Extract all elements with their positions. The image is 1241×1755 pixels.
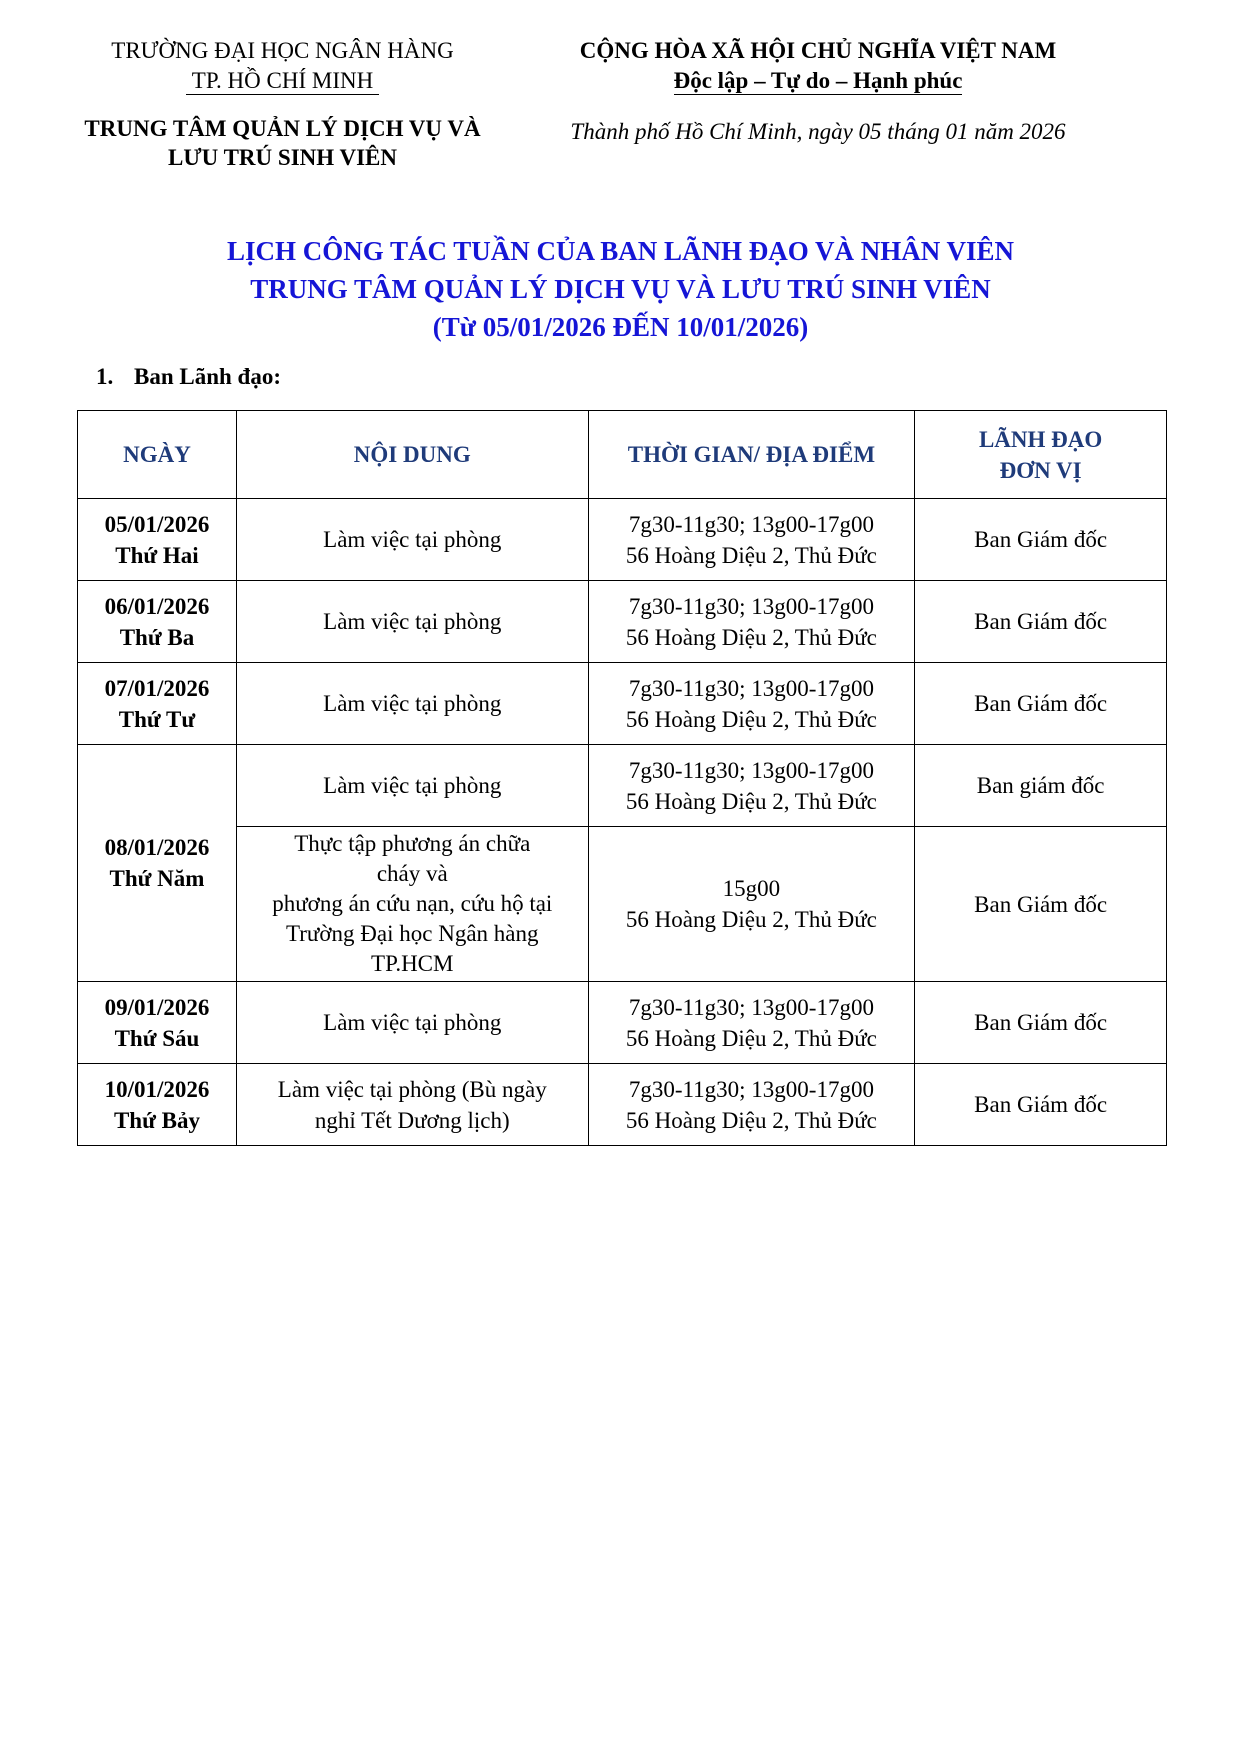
date: 06/01/2026 bbox=[104, 593, 210, 619]
title-line3: (Từ 05/01/2026 ĐẾN 10/01/2026) bbox=[432, 312, 809, 342]
day-cell bbox=[78, 663, 237, 745]
title-line2: TRUNG TÂM QUẢN LÝ DỊCH VỤ VÀ LƯU TRÚ SINH VIÊN bbox=[250, 274, 991, 304]
content-line: Làm việc tại phòng (Bù ngày bbox=[277, 1076, 547, 1102]
date: 07/01/2026 bbox=[104, 675, 210, 701]
time-place-cell bbox=[588, 1064, 915, 1146]
content-line: phương án cứu nạn, cứu hộ tại bbox=[272, 891, 553, 916]
content-cell: Làm việc tại phòng bbox=[236, 499, 588, 581]
date: 05/01/2026 bbox=[104, 511, 210, 537]
content-line: nghỉ Tết Dương lịch) bbox=[314, 1107, 510, 1133]
date: 10/01/2026 bbox=[104, 1076, 210, 1102]
header-left bbox=[60, 36, 505, 172]
content-cell: Làm việc tại phòng bbox=[236, 982, 588, 1064]
day-cell bbox=[78, 499, 237, 581]
content-line: cháy và bbox=[376, 861, 448, 886]
weekday: Thứ Hai bbox=[115, 542, 199, 568]
content-cell: Làm việc tại phòng bbox=[236, 745, 588, 827]
day-cell bbox=[78, 1064, 237, 1146]
content-cell: Làm việc tại phòng bbox=[236, 663, 588, 745]
weekday: Thứ Năm bbox=[109, 866, 205, 891]
place: 56 Hoàng Diệu 2, Thủ Đức bbox=[625, 907, 877, 932]
time: 7g30-11g30; 13g00-17g00 bbox=[628, 593, 874, 619]
weekday: Thứ Bảy bbox=[113, 1107, 200, 1133]
document-title bbox=[0, 232, 1241, 346]
table-row bbox=[78, 827, 1167, 982]
day-cell bbox=[78, 982, 237, 1064]
leader-cell: Ban Giám đốc bbox=[915, 1064, 1167, 1146]
content-cell: Làm việc tại phòng bbox=[236, 581, 588, 663]
time: 7g30-11g30; 13g00-17g00 bbox=[628, 994, 874, 1020]
content-cell bbox=[236, 827, 588, 982]
table-row bbox=[78, 745, 1167, 827]
table-row bbox=[78, 663, 1167, 745]
content-line: Trường Đại học Ngân hàng bbox=[286, 921, 539, 946]
time: 7g30-11g30; 13g00-17g00 bbox=[628, 675, 874, 701]
table-row bbox=[78, 1064, 1167, 1146]
place: 56 Hoàng Diệu 2, Thủ Đức bbox=[625, 788, 877, 814]
header-leader bbox=[915, 411, 1167, 499]
header-time-place: THỜI GIAN/ ĐỊA ĐIỂM bbox=[588, 411, 915, 499]
leader-cell: Ban Giám đốc bbox=[915, 827, 1167, 982]
leader-cell: Ban Giám đốc bbox=[915, 581, 1167, 663]
center-name-line2: LƯU TRÚ SINH VIÊN bbox=[168, 145, 397, 170]
leader-cell: Ban Giám đốc bbox=[915, 982, 1167, 1064]
place: 56 Hoàng Diệu 2, Thủ Đức bbox=[625, 1107, 877, 1133]
national-title: CỘNG HÒA XÃ HỘI CHỦ NGHĨA VIỆT NAM bbox=[579, 38, 1057, 63]
center-name-line1: TRUNG TÂM QUẢN LÝ DỊCH VỤ VÀ bbox=[84, 116, 481, 141]
time-place-cell bbox=[588, 827, 915, 982]
time-place-cell bbox=[588, 499, 915, 581]
document-date: Thành phố Hồ Chí Minh, ngày 05 tháng 01 năm 2026 bbox=[570, 119, 1066, 144]
time-place-cell bbox=[588, 745, 915, 827]
time-place-cell bbox=[588, 581, 915, 663]
date: 09/01/2026 bbox=[104, 994, 210, 1020]
time-place-cell bbox=[588, 663, 915, 745]
time: 7g30-11g30; 13g00-17g00 bbox=[628, 1076, 874, 1102]
schedule-table bbox=[77, 410, 1167, 1146]
section-number: 1. bbox=[96, 364, 114, 389]
leader-cell: Ban Giám đốc bbox=[915, 499, 1167, 581]
header-right bbox=[548, 36, 1088, 147]
leader-cell: Ban giám đốc bbox=[915, 745, 1167, 827]
place: 56 Hoàng Diệu 2, Thủ Đức bbox=[625, 542, 877, 568]
section-label: Ban Lãnh đạo: bbox=[134, 364, 282, 389]
table-header-row bbox=[78, 411, 1167, 499]
date: 08/01/2026 bbox=[104, 835, 210, 860]
table-row bbox=[78, 499, 1167, 581]
header-content: NỘI DUNG bbox=[236, 411, 588, 499]
table-row bbox=[78, 982, 1167, 1064]
national-motto: Độc lập – Tự do – Hạnh phúc bbox=[673, 68, 963, 93]
day-cell bbox=[78, 745, 237, 982]
content-cell bbox=[236, 1064, 588, 1146]
university-city: TP. HỒ CHÍ MINH bbox=[186, 68, 379, 95]
table-row bbox=[78, 581, 1167, 663]
content-line: Thực tập phương án chữa bbox=[294, 831, 531, 856]
weekday: Thứ Ba bbox=[119, 624, 195, 650]
header-leader-line2: ĐƠN VỊ bbox=[999, 457, 1082, 483]
weekday: Thứ Sáu bbox=[114, 1025, 200, 1051]
section-heading bbox=[96, 364, 281, 390]
header-leader-line1: LÃNH ĐẠO bbox=[978, 426, 1103, 452]
university-name: TRƯỜNG ĐẠI HỌC NGÂN HÀNG bbox=[111, 38, 454, 63]
time: 7g30-11g30; 13g00-17g00 bbox=[628, 757, 874, 783]
time: 15g00 bbox=[722, 876, 781, 901]
title-line1: LỊCH CÔNG TÁC TUẦN CỦA BAN LÃNH ĐẠO VÀ NHÂN VIÊN bbox=[226, 236, 1015, 266]
day-cell bbox=[78, 581, 237, 663]
place: 56 Hoàng Diệu 2, Thủ Đức bbox=[625, 1025, 877, 1051]
content-line: TP.HCM bbox=[371, 951, 454, 976]
weekday: Thứ Tư bbox=[118, 706, 196, 732]
time-place-cell bbox=[588, 982, 915, 1064]
leader-cell: Ban Giám đốc bbox=[915, 663, 1167, 745]
header-day: NGÀY bbox=[78, 411, 237, 499]
place: 56 Hoàng Diệu 2, Thủ Đức bbox=[625, 706, 877, 732]
time: 7g30-11g30; 13g00-17g00 bbox=[628, 511, 874, 537]
center-name bbox=[60, 114, 505, 172]
place: 56 Hoàng Diệu 2, Thủ Đức bbox=[625, 624, 877, 650]
